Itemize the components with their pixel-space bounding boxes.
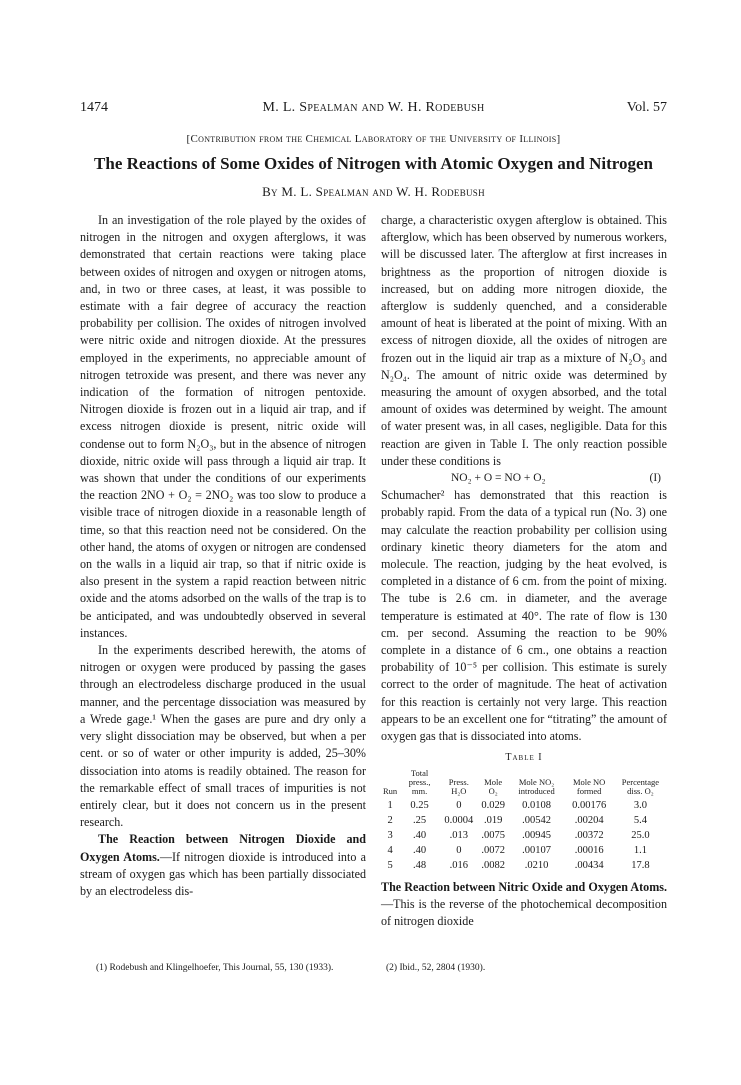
table-row <box>381 813 667 828</box>
column-header: Percentage diss. O₂ <box>621 776 660 796</box>
paragraph: In an investigation of the role played by the oxides of nitrogen in the nitrogen and oxygen afterglows, it was demonstrated that certain reactions were taking place between oxides of nitrogen and oxygen or nitrogen atoms, and, in two or three cases, at least, it was possible to estimate with a fair degree of accuracy the reaction probability per collision. The oxides of nitrogen involved were nitric oxide and nitrogen dioxide. At the pressures employed in the experiments, no appreciable amount of nitrogen tetroxide was present, and there was never any indication of the formation of nitrogen pentoxide. Nitrogen dioxide is frozen out in a liquid air trap, and if excess nitrogen dioxide is present, nitric oxide will condense out to form N₂O₃, but in the absence of nitrogen dioxide, nitric oxide will pass through a liquid air trap. It was shown that under the conditions of our experiments the reaction 2NO + O₂ = 2NO₂ was too slow to produce a visible trace of nitrogen dioxide in a reasonable length of time, so that this reaction need not be considered. On the other hand, the atoms of oxygen or nitrogen are condensed on the walls in a liquid air trap, so that if nitric oxide is also present in the system a rapid reaction between nitric oxide and the atoms adsorbed on the walls of the trap is to be anticipated, and was undoubtedly observed in several instances. <box>80 213 366 640</box>
paragraph: In the experiments described herewith, the atoms of nitrogen or oxygen were produced by passing the gases through an electrodeless discharge produced in the usual manner, and the percentage dissociation was measured by a Wrede gage.¹ When the gases are pure and dry only a very slight dissociation may be observed, but when a per cent. or so of water or other impurity is added, 25–30% dissociation into atoms is readily obtained. The reason for the remarkable effect of small traces of impurities is not entirely clear, but it does not concern us in the present research. <box>80 643 366 830</box>
volume-label: Vol. 57 <box>626 100 667 115</box>
table-cell: 4 <box>387 844 393 856</box>
data-table <box>381 769 667 873</box>
table-cell: 2 <box>387 814 393 826</box>
column-header: Run <box>383 785 398 796</box>
table-cell: 1.1 <box>633 844 647 856</box>
section-paragraph <box>80 831 366 900</box>
table-cell: .00107 <box>522 844 551 856</box>
paragraph-text: —If nitrogen dioxide is introduced into a stream of oxygen gas which has been partially dissociated by an electrodeless dis- <box>80 849 367 898</box>
paragraph: charge, a characteristic oxygen afterglow is obtained. This afterglow, which has been observed by numerous workers, will be discussed later. The afterglow at first increases in brightness as the proportion of nitrogen dioxide is increased, but on adding more nitrogen dioxide, the afterglow is suddenly quenched, and a considerable amount of heat is liberated at the point of mixing. With an excess of nitrogen dioxide, all the oxides of nitrogen are frozen out in the liquid air trap as a mixture of N₂O₃ and N₂O₄. The amount of nitric oxide was determined by measuring the amount of oxygen absorbed, and the total amount of oxides was determined by weight. The amount of water present was, in all cases, negligible. Data for this reaction are given in Table I. The only reaction possible under these conditions is <box>381 213 667 468</box>
table-cell: .00204 <box>574 814 604 826</box>
paragraph-text: —This is the reverse of the photochemical decomposition of nitrogen dioxide <box>381 896 667 928</box>
column-header: Mole O₂ <box>484 776 503 796</box>
equation <box>381 470 667 487</box>
table-cell: .40 <box>413 844 427 856</box>
table-cell: 0.00176 <box>572 799 607 811</box>
left-column <box>80 212 366 900</box>
table-cell: 17.8 <box>631 859 650 871</box>
equation-number: (I) <box>649 472 661 485</box>
table-row <box>381 828 667 843</box>
byline: By M. L. Spealman and W. H. Rodebush <box>262 184 485 199</box>
table-cell: 0 <box>456 799 462 811</box>
table-cell: .00434 <box>574 859 604 871</box>
table-cell: 1 <box>387 799 393 811</box>
footnote-2: (2) Ibid., 52, 2804 (1930). <box>386 963 486 973</box>
table-cell: .00945 <box>522 829 551 841</box>
paragraph: Schumacher² has demonstrated that this reaction is probably rapid. From the data of a typical run (No. 3) one may calculate the reaction probability per collision using ordinary kinetic theory diameters for the atom and molecule. The reaction, judging by the heat evolved, is completed in a distance of 6 cm. from the point of mixing. The tube is 2.6 cm. in diameter, and the average temperature is estimated at 40°. The rate of flow is 130 cm. per second. Assuming the reaction to be 90% complete in a distance of 6 cm., one obtains a reaction probability of 10⁻⁵ per collision. This estimate is surely correct to the order of magnitude. The heat of activation for this reaction is certainly not very large. This reaction appears to be an excellent one for “titrating” the amount of oxygen gas that is dissociated into atoms. <box>381 488 667 744</box>
article-title: The Reactions of Some Oxides of Nitrogen with Atomic Oxygen and Nitrogen <box>94 154 653 173</box>
footnote-1: (1) Rodebush and Klingelhoefer, This Journal, 55, 130 (1933). <box>96 963 334 973</box>
table-caption: Table I <box>505 752 543 764</box>
table-cell: 0.029 <box>481 799 505 811</box>
table-cell: 0.0108 <box>522 799 551 811</box>
table-cell: .016 <box>449 859 469 871</box>
table-cell: .0082 <box>481 859 505 871</box>
table-cell: .013 <box>449 829 469 841</box>
table-cell: .00016 <box>574 844 604 856</box>
table-cell: 25.0 <box>631 829 650 841</box>
table-cell: .0072 <box>481 844 505 856</box>
table-cell: 5 <box>387 859 393 871</box>
equation-text: NO₂ + O = NO + O₂ <box>451 472 546 485</box>
table-cell: 0.25 <box>410 799 429 811</box>
running-header-authors: M. L. Spealman and W. H. Rodebush <box>262 100 485 115</box>
section-paragraph <box>381 879 667 931</box>
section-heading: The Reaction between Nitrogen Dioxide and Oxygen Atoms. <box>80 832 366 864</box>
table-cell: .40 <box>413 829 427 841</box>
contribution-line: [Contribution from the Chemical Laboratory of the University of Illinois] <box>186 133 561 145</box>
table-cell: .00372 <box>574 829 604 841</box>
column-header: Mole NO formed <box>572 776 606 796</box>
table-cell: .0075 <box>481 829 505 841</box>
table-header-row <box>381 769 667 798</box>
table-cell: .0210 <box>524 859 549 871</box>
column-header: Total press., mm. <box>408 767 431 796</box>
section-heading: The Reaction between Nitric Oxide and Oxygen Atoms. <box>381 879 667 894</box>
table-cell: 3 <box>387 829 393 841</box>
table-cell: .019 <box>483 814 503 826</box>
column-header: Mole NO₂ introduced <box>518 776 555 796</box>
table-cell: 3.0 <box>633 799 647 811</box>
table-cell: 5.4 <box>633 814 647 826</box>
right-column <box>381 212 667 930</box>
column-header: Press. H₂O <box>448 776 469 796</box>
table-cell: 0.0004 <box>444 814 474 826</box>
table-row <box>381 798 667 813</box>
running-header <box>80 100 667 120</box>
table-cell: .48 <box>413 859 427 871</box>
table-cell: .25 <box>413 814 427 826</box>
table-cell: 0 <box>456 844 462 856</box>
page-number: 1474 <box>80 100 108 115</box>
table-row <box>381 843 667 858</box>
table-cell: .00542 <box>522 814 551 826</box>
table-row <box>381 858 667 873</box>
